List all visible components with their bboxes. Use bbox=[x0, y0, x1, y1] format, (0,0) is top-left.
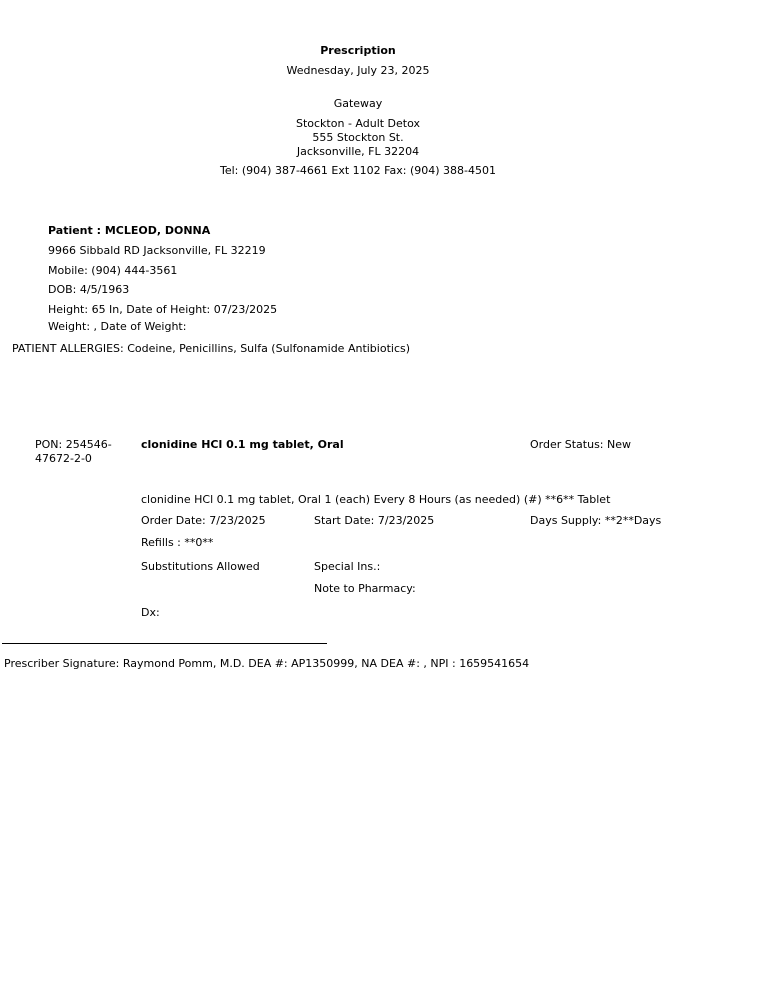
order-date: Order Date: 7/23/2025 bbox=[141, 514, 266, 527]
signature-line bbox=[2, 643, 327, 644]
patient-address: 9966 Sibbald RD Jacksonville, FL 32219 bbox=[48, 244, 266, 257]
order-dx: Dx: bbox=[141, 606, 160, 619]
order-sig: clonidine HCl 0.1 mg tablet, Oral 1 (each) Every 8 Hours (as needed) (#) **6** Tablet bbox=[141, 493, 611, 506]
order-start-date: Start Date: 7/23/2025 bbox=[314, 514, 435, 527]
document-title: Prescription bbox=[320, 44, 396, 57]
patient-dob: DOB: 4/5/1963 bbox=[48, 283, 130, 296]
order-pon-line1: PON: 254546- bbox=[35, 438, 112, 451]
order-refills: Refills : **0** bbox=[141, 536, 214, 549]
order-substitutions: Substitutions Allowed bbox=[141, 560, 260, 573]
order-special-ins: Special Ins.: bbox=[314, 560, 381, 573]
facility-contact: Tel: (904) 387-4661 Ext 1102 Fax: (904) 388-4501 bbox=[220, 164, 496, 177]
facility-street: 555 Stockton St. bbox=[312, 131, 404, 144]
facility-name: Gateway bbox=[333, 97, 383, 110]
patient-name: Patient : MCLEOD, DONNA bbox=[48, 224, 211, 237]
prescription-date: Wednesday, July 23, 2025 bbox=[286, 64, 430, 77]
patient-mobile: Mobile: (904) 444-3561 bbox=[48, 264, 178, 277]
facility-location: Stockton - Adult Detox bbox=[295, 117, 421, 130]
patient-weight: Weight: , Date of Weight: bbox=[48, 320, 187, 333]
order-pon-line2: 47672-2-0 bbox=[35, 452, 92, 465]
order-drug-name: clonidine HCl 0.1 mg tablet, Oral bbox=[141, 438, 344, 451]
order-note-to-pharmacy: Note to Pharmacy: bbox=[314, 582, 416, 595]
patient-allergies: PATIENT ALLERGIES: Codeine, Penicillins, Sulfa (Sulfonamide Antibiotics) bbox=[12, 342, 411, 355]
order-days-supply: Days Supply: **2**Days bbox=[530, 514, 662, 527]
prescriber-signature: Prescriber Signature: Raymond Pomm, M.D. DEA #: AP1350999, NA DEA #: , NPI : 1659541654 bbox=[4, 657, 530, 670]
order-status: Order Status: New bbox=[530, 438, 632, 451]
facility-city: Jacksonville, FL 32204 bbox=[296, 145, 420, 158]
patient-height: Height: 65 In, Date of Height: 07/23/2025 bbox=[48, 303, 278, 316]
